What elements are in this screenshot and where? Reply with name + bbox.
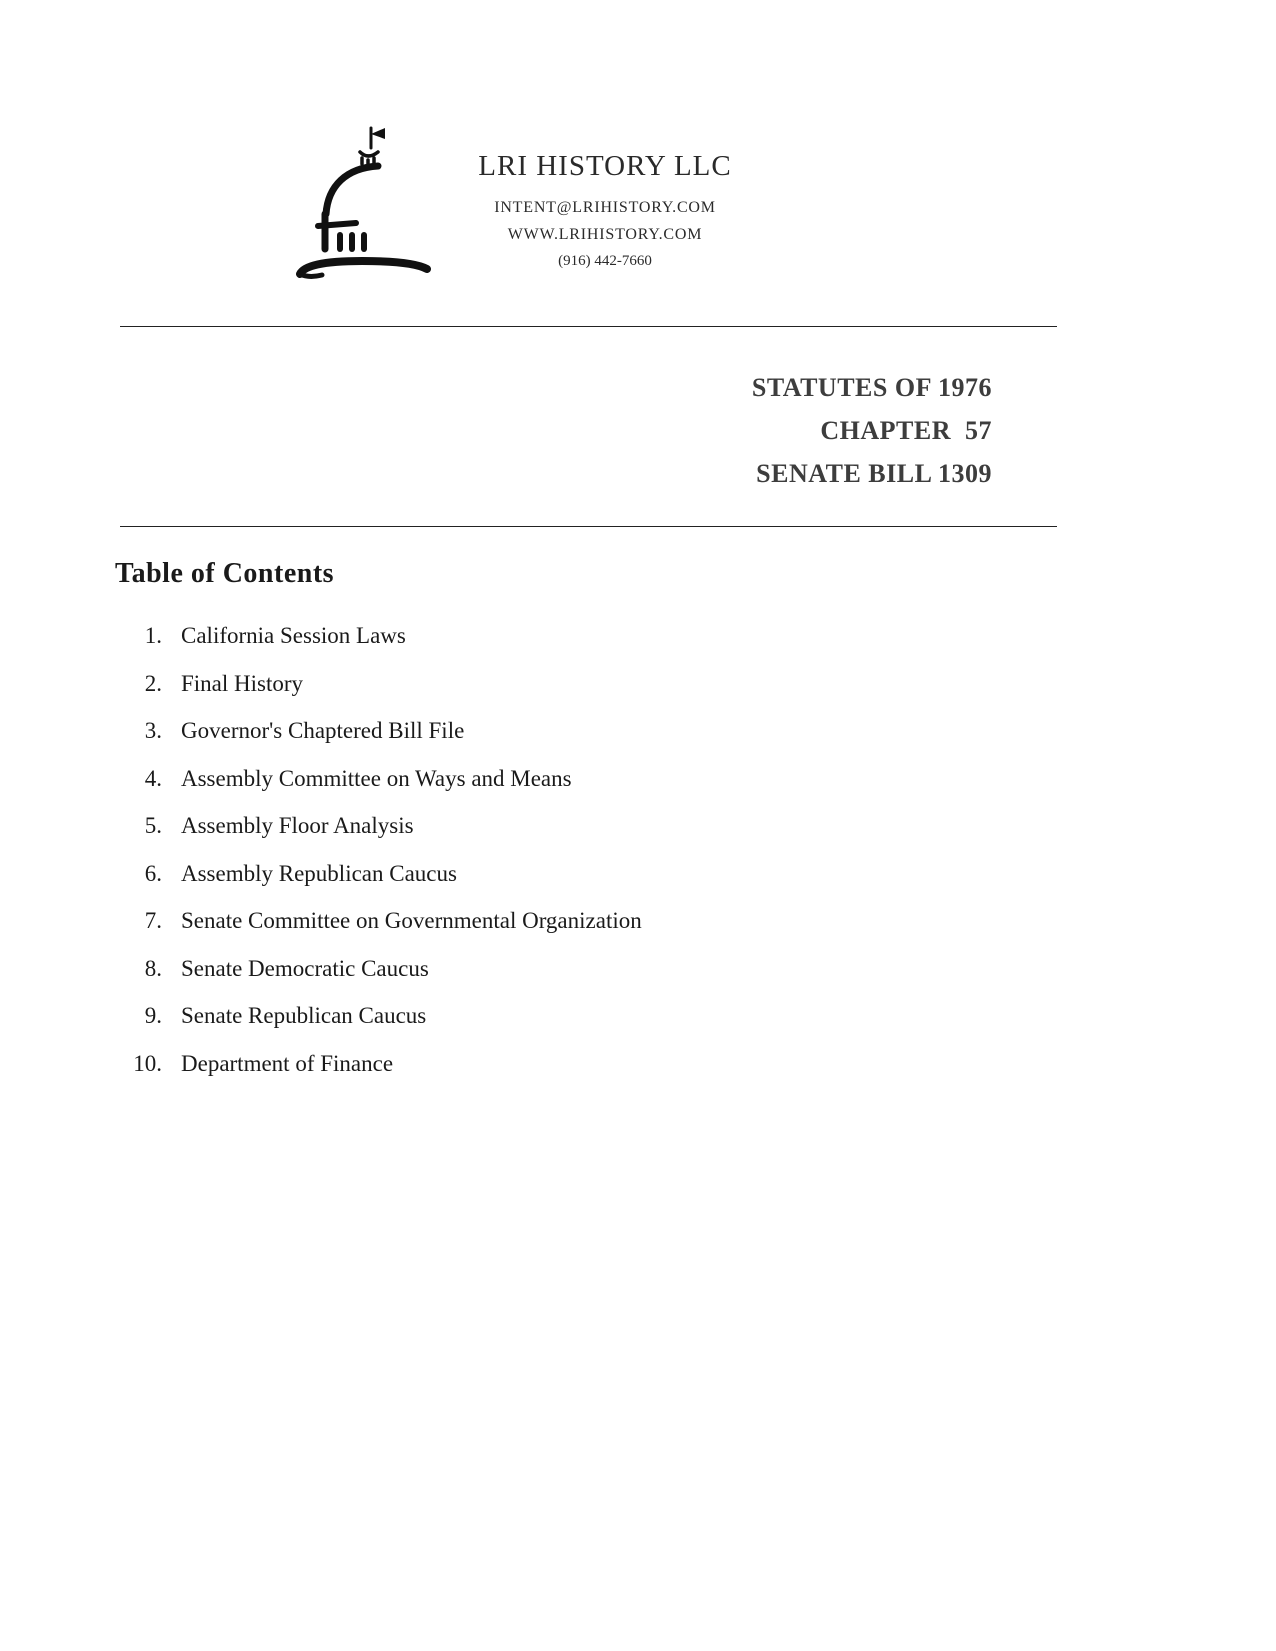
toc-item-label: Department of Finance <box>181 1050 394 1076</box>
toc-item <box>110 717 642 744</box>
company-email: INTENT@LRIHISTORY.COM <box>494 199 716 216</box>
document-meta <box>752 366 992 495</box>
toc-item-number: 4. <box>144 765 162 791</box>
toc-item <box>110 1002 642 1029</box>
toc-item-label: Governor's Chaptered Bill File <box>181 718 465 743</box>
toc-item-label: Senate Republican Caucus <box>181 1003 427 1028</box>
toc-item <box>110 812 642 839</box>
toc-item <box>110 765 642 792</box>
toc-item-number: 9. <box>144 1003 162 1028</box>
toc-item-label: Final History <box>181 670 304 696</box>
toc-item-number: 7. <box>144 908 162 933</box>
toc-item-number: 2. <box>144 670 162 696</box>
toc-item-number: 8. <box>144 955 162 981</box>
toc-item-label: Senate Democratic Caucus <box>181 955 429 981</box>
toc-item-label: Senate Committee on Governmental Organization <box>181 908 642 933</box>
toc-item-number: 5. <box>144 813 162 838</box>
toc-item <box>110 907 642 934</box>
senate-bill-line: SENATE BILL 1309 <box>756 459 992 488</box>
toc-item-label: California Session Laws <box>181 623 406 648</box>
company-phone: (916) 442-7660 <box>558 253 652 269</box>
capitol-logo-icon <box>292 122 442 287</box>
toc-item-label: Assembly Floor Analysis <box>181 813 414 838</box>
divider-top <box>120 326 1057 327</box>
toc-item-label: Assembly Committee on Ways and Means <box>181 765 572 791</box>
divider-bottom <box>120 526 1057 527</box>
company-website: WWW.LRIHISTORY.COM <box>507 226 703 243</box>
toc-item-number: 10. <box>133 1050 162 1076</box>
toc-item-number: 6. <box>144 860 162 886</box>
statutes-line: STATUTES OF 1976 <box>751 373 992 402</box>
toc-item <box>110 1050 642 1077</box>
toc-item <box>110 955 642 982</box>
company-name: LRI HISTORY LLC <box>478 150 732 182</box>
toc-list <box>110 622 642 1097</box>
toc-item <box>110 670 642 697</box>
toc-item-number: 1. <box>144 623 162 648</box>
company-header <box>440 150 770 270</box>
toc-title: Table of Contents <box>115 558 335 589</box>
toc-item-label: Assembly Republican Caucus <box>181 860 457 886</box>
toc-item <box>110 622 642 649</box>
toc-item <box>110 860 642 887</box>
toc-item-number: 3. <box>144 718 162 743</box>
chapter-line: CHAPTER 57 <box>820 416 992 445</box>
